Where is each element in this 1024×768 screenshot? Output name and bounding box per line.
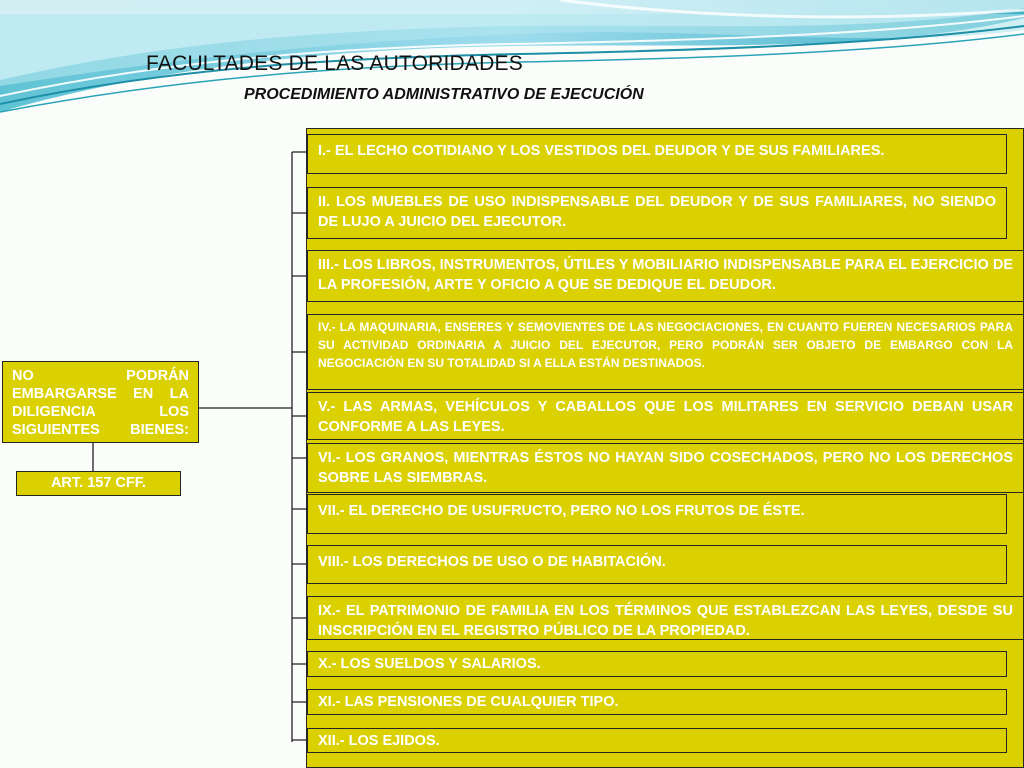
slide-title: FACULTADES DE LAS AUTORIDADES [146, 52, 523, 75]
item-text-11: XI.- LAS PENSIONES DE CUALQUIER TIPO. [318, 694, 619, 710]
item-text-12: XII.- LOS EJIDOS. [318, 733, 440, 749]
item-box-11 [307, 689, 1007, 715]
item-box-10 [307, 651, 1007, 677]
root-label: NO PODRÁN EMBARGARSE EN LA DILIGENCIA LOS SIGUIENTES BIENES: [12, 368, 189, 438]
item-text-8: VIII.- LOS DERECHOS DE USO O DE HABITACIÓN. [318, 554, 666, 570]
reference-label: ART. 157 CFF. [50, 475, 147, 491]
item-box-6 [307, 443, 1024, 493]
root-box [2, 361, 199, 443]
item-box-1 [307, 134, 1007, 174]
item-box-2 [307, 187, 1007, 239]
item-text-7: VII.- EL DERECHO DE USUFRUCTO, PERO NO LOS FRUTOS DE ÉSTE. [318, 503, 805, 519]
item-text-10: X.- LOS SUELDOS Y SALARIOS. [318, 656, 541, 672]
item-text-4: IV.- LA MAQUINARIA, ENSERES Y SEMOVIENTES DE LAS NEGOCIACIONES, EN CUANTO FUEREN NECESARIOS PARA SU ACTIVIDAD ORDINARIA A JUICIO DEL EJECUTOR, PERO PODRÁN SER OBJETO DE EMBARGO CON LA NEGOCIACIÓN EN SU TOTALIDAD SI A ELLA ESTÁN DESTINADOS. [318, 320, 1013, 370]
item-box-7 [307, 494, 1007, 534]
item-box-4 [307, 314, 1024, 390]
item-text-3: III.- LOS LIBROS, INSTRUMENTOS, ÚTILES Y MOBILIARIO INDISPENSABLE PARA EL EJERCICIO DE LA PROFESIÓN, ARTE Y OFICIO A QUE SE DEDIQUE EL DEUDOR. [318, 257, 1014, 293]
item-text-5: V.- LAS ARMAS, VEHÍCULOS Y CABALLOS QUE LOS MILITARES EN SERVICIO DEBAN USAR CONFORME A LAS LEYES. [318, 399, 1013, 435]
item-box-12 [307, 728, 1007, 753]
reference-box [16, 471, 181, 496]
item-text-2: II. LOS MUEBLES DE USO INDISPENSABLE DEL DEUDOR Y DE SUS FAMILIARES, NO SIENDO DE LUJO A JUICIO DEL EJECUTOR. [318, 194, 996, 230]
item-text-1: I.- EL LECHO COTIDIANO Y LOS VESTIDOS DEL DEUDOR Y DE SUS FAMILIARES. [318, 143, 885, 159]
item-box-3 [307, 250, 1024, 302]
item-text-6: VI.- LOS GRANOS, MIENTRAS ÉSTOS NO HAYAN SIDO COSECHADOS, PERO NO LOS DERECHOS SOBRE LAS SIEMBRAS. [318, 450, 1013, 486]
item-box-9 [307, 596, 1024, 640]
slide-subtitle: PROCEDIMIENTO ADMINISTRATIVO DE EJECUCIÓN [244, 86, 644, 103]
item-text-9: IX.- EL PATRIMONIO DE FAMILIA EN LOS TÉRMINOS QUE ESTABLEZCAN LAS LEYES, DESDE SU INSCRIPCIÓN EN EL REGISTRO PÚBLICO DE LA PROPIEDAD. [318, 603, 1013, 639]
item-box-8 [307, 545, 1007, 584]
item-box-5 [307, 392, 1024, 440]
